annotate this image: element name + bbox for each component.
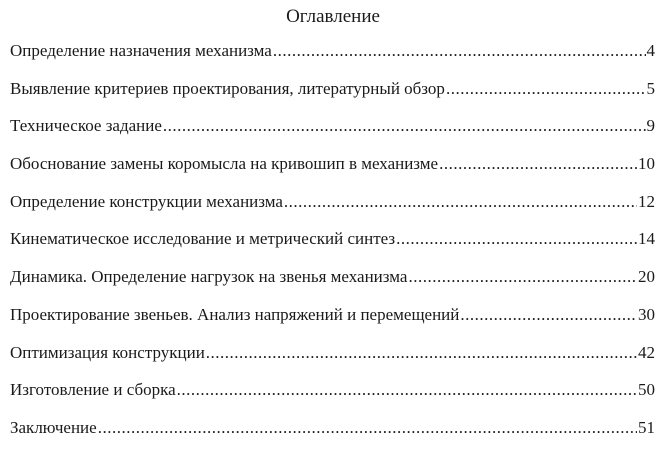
toc-page-number: 9 [646, 116, 655, 136]
toc-dot-leader [460, 304, 637, 326]
toc-entry-text: Проектирование звеньев. Анализ напряжений и перемещений [10, 304, 460, 324]
toc-entry-text: Определение назначения механизма [10, 41, 272, 60]
toc-entry-text: Оптимизация конструкции [10, 342, 205, 362]
toc-entry-purpose[interactable] [10, 40, 655, 78]
toc-page-number: 12 [638, 191, 655, 211]
toc-page-number: 5 [646, 78, 655, 98]
toc-entry-manufacturing[interactable] [10, 379, 655, 417]
toc-entry-text: Кинематическое исследование и метрический синтез [10, 229, 396, 249]
toc-page-number: 30 [638, 304, 655, 324]
toc-entry-text: Заключение [10, 417, 97, 437]
toc-page-number: 51 [638, 417, 655, 437]
toc-dot-leader [273, 40, 646, 62]
toc-page-number: 50 [638, 380, 655, 400]
toc-page-number: 14 [638, 229, 655, 249]
toc-dot-leader [163, 115, 646, 137]
toc-entry-text: Техническое задание [10, 116, 162, 136]
toc-entry-text: Изготовление и сборка [10, 380, 176, 400]
toc-entry-design[interactable] [10, 191, 655, 229]
toc-dot-leader [439, 153, 637, 175]
toc-entry-links[interactable] [10, 304, 655, 342]
toc-page-number: 20 [638, 267, 655, 287]
toc-entry-text: Определение конструкции механизма [10, 191, 283, 211]
toc-entry-text: Динамика. Определение нагрузок на звенья механизма [10, 267, 408, 287]
toc-entry-kinematics[interactable] [10, 228, 655, 266]
toc-page-number: 10 [638, 154, 655, 174]
toc-entry-crank[interactable] [10, 153, 655, 191]
toc-page-number: 42 [638, 342, 655, 362]
toc-title: Оглавление [286, 6, 380, 27]
toc-dot-leader [396, 228, 637, 250]
toc-page-number: 4 [646, 41, 655, 60]
toc-dot-leader [177, 379, 637, 401]
toc-entry-conclusion[interactable] [10, 417, 655, 455]
toc-entry-text: Обоснование замены коромысла на кривошип в механизме [10, 154, 439, 174]
toc-entry-dynamics[interactable] [10, 266, 655, 304]
toc-list [10, 40, 655, 455]
toc-entry-spec[interactable] [10, 115, 655, 153]
toc-dot-leader [408, 266, 637, 288]
toc-entry-optimization[interactable] [10, 342, 655, 380]
toc-dot-leader [284, 191, 637, 213]
toc-dot-leader [206, 342, 637, 364]
toc-entry-text: Выявление критериев проектирования, литературный обзор [10, 78, 445, 98]
toc-entry-criteria[interactable] [10, 78, 655, 116]
toc-dot-leader [98, 417, 637, 439]
toc-dot-leader [446, 78, 646, 100]
